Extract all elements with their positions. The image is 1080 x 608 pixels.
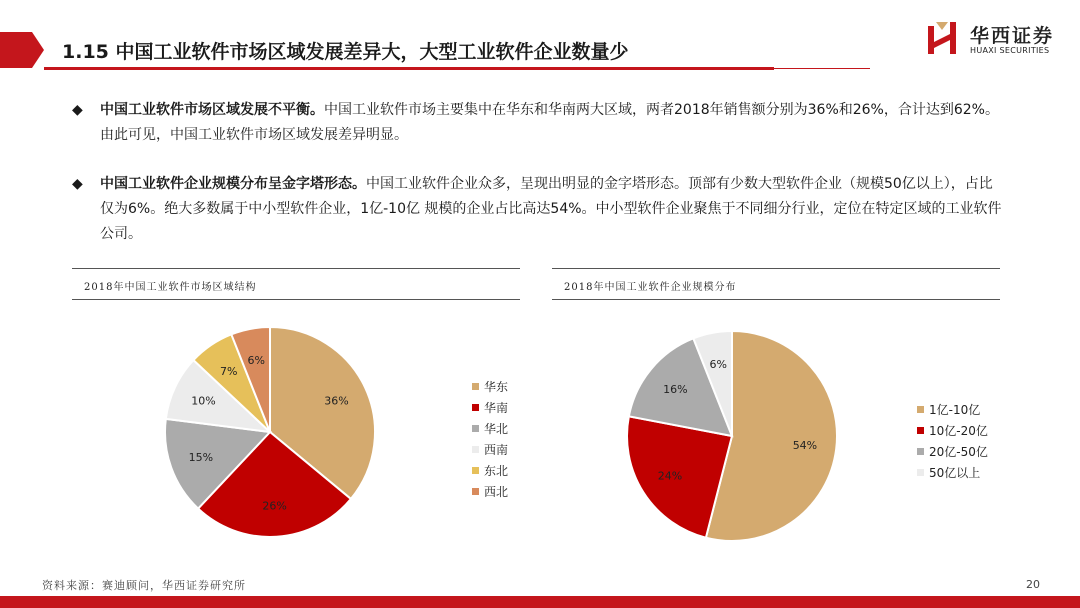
legend-swatch [472,383,479,390]
slide-title-bar [0,28,1080,72]
legend-item [917,443,988,460]
bullet-heading: 中国工业软件企业规模分布呈金字塔形态。 [100,176,366,192]
legend-label: 50亿以上 [929,466,981,480]
data-label: 26% [262,499,287,513]
legend-label: 华东 [484,380,509,394]
bullet-list [72,98,1002,247]
title-accent-block [0,32,32,68]
legend-swatch [917,448,924,455]
legend-item [917,422,988,439]
legend-item [472,483,508,500]
region-pie-chart-panel [72,268,520,568]
legend-swatch [472,488,479,495]
data-label: 7% [219,365,238,379]
legend-swatch [472,425,479,432]
chart-title: 2018年中国工业软件市场区域结构 [84,282,257,293]
legend-item [472,378,508,395]
bullet-item [72,172,1002,247]
legend-swatch [917,469,924,476]
data-label: 6% [709,357,727,371]
legend-item [472,420,508,437]
bullet-text: 中国工业软件企业众多，呈现出明显的金字塔形态。顶部有少数大型软件企业（规模50亿以上），占比仅为6%。绝大多数属于中小型软件企业，1亿-10亿 规模的企业占比高达54%。中小型软件企业聚焦于不同细分行业，定位在特定区域的工业软件公司。 [100,176,1002,242]
legend-label: 1亿-10亿 [929,403,981,417]
data-label: 24% [657,469,683,483]
legend-item [472,441,508,458]
logo-text-cn: 华西证券 [970,25,1055,47]
data-label: 36% [324,394,349,408]
data-label: 6% [247,353,265,367]
logo-text-en: HUAXI SECURITIES [970,46,1050,55]
scale-pie-chart-panel [552,268,1000,568]
huaxi-logo-icon [928,22,958,56]
title-accent-arrow [32,32,44,68]
data-label: 15% [188,450,214,464]
legend-label: 西北 [484,485,509,499]
source-note: 资料来源：赛迪顾问，华西证券研究所 [42,579,246,592]
legend-swatch [472,467,479,474]
page-number: 20 [1026,578,1040,591]
bullet-heading: 中国工业软件市场区域发展不平衡。 [100,102,324,118]
legend-swatch [917,427,924,434]
legend-label: 20亿-50亿 [929,445,988,459]
data-label: 16% [663,383,688,397]
title-underline [44,67,774,70]
legend-label: 东北 [484,464,509,478]
legend-label: 华南 [484,401,509,415]
diamond-bullet-icon: ◆ [72,176,83,192]
legend-item [917,464,980,481]
footer-bar [0,596,1080,608]
legend-item [472,399,508,416]
legend-swatch [472,404,479,411]
legend-label: 西南 [484,443,509,457]
page-title: 1.15 中国工业软件市场区域发展差异大，大型工业软件企业数量少 [62,41,629,63]
legend-item [917,401,980,418]
data-label: 54% [792,439,818,453]
company-logo [928,20,1058,60]
legend-item [472,462,508,479]
legend-swatch [917,406,924,413]
data-label: 10% [191,394,216,408]
chart-title: 2018年中国工业软件企业规模分布 [564,282,737,293]
legend-label: 华北 [484,422,509,436]
scale-pie-chart [552,268,1000,568]
legend-label: 10亿-20亿 [929,424,988,438]
title-underline-thin [774,68,870,69]
bullet-text: 中国工业软件市场主要集中在华东和华南两大区域，两者2018年销售额分别为36%和26%，合计达到62%。由此可见，中国工业软件市场区域发展差异明显。 [100,102,999,143]
diamond-bullet-icon: ◆ [72,102,83,118]
region-pie-chart [72,268,520,568]
bullet-item [72,98,1002,148]
legend-swatch [472,446,479,453]
